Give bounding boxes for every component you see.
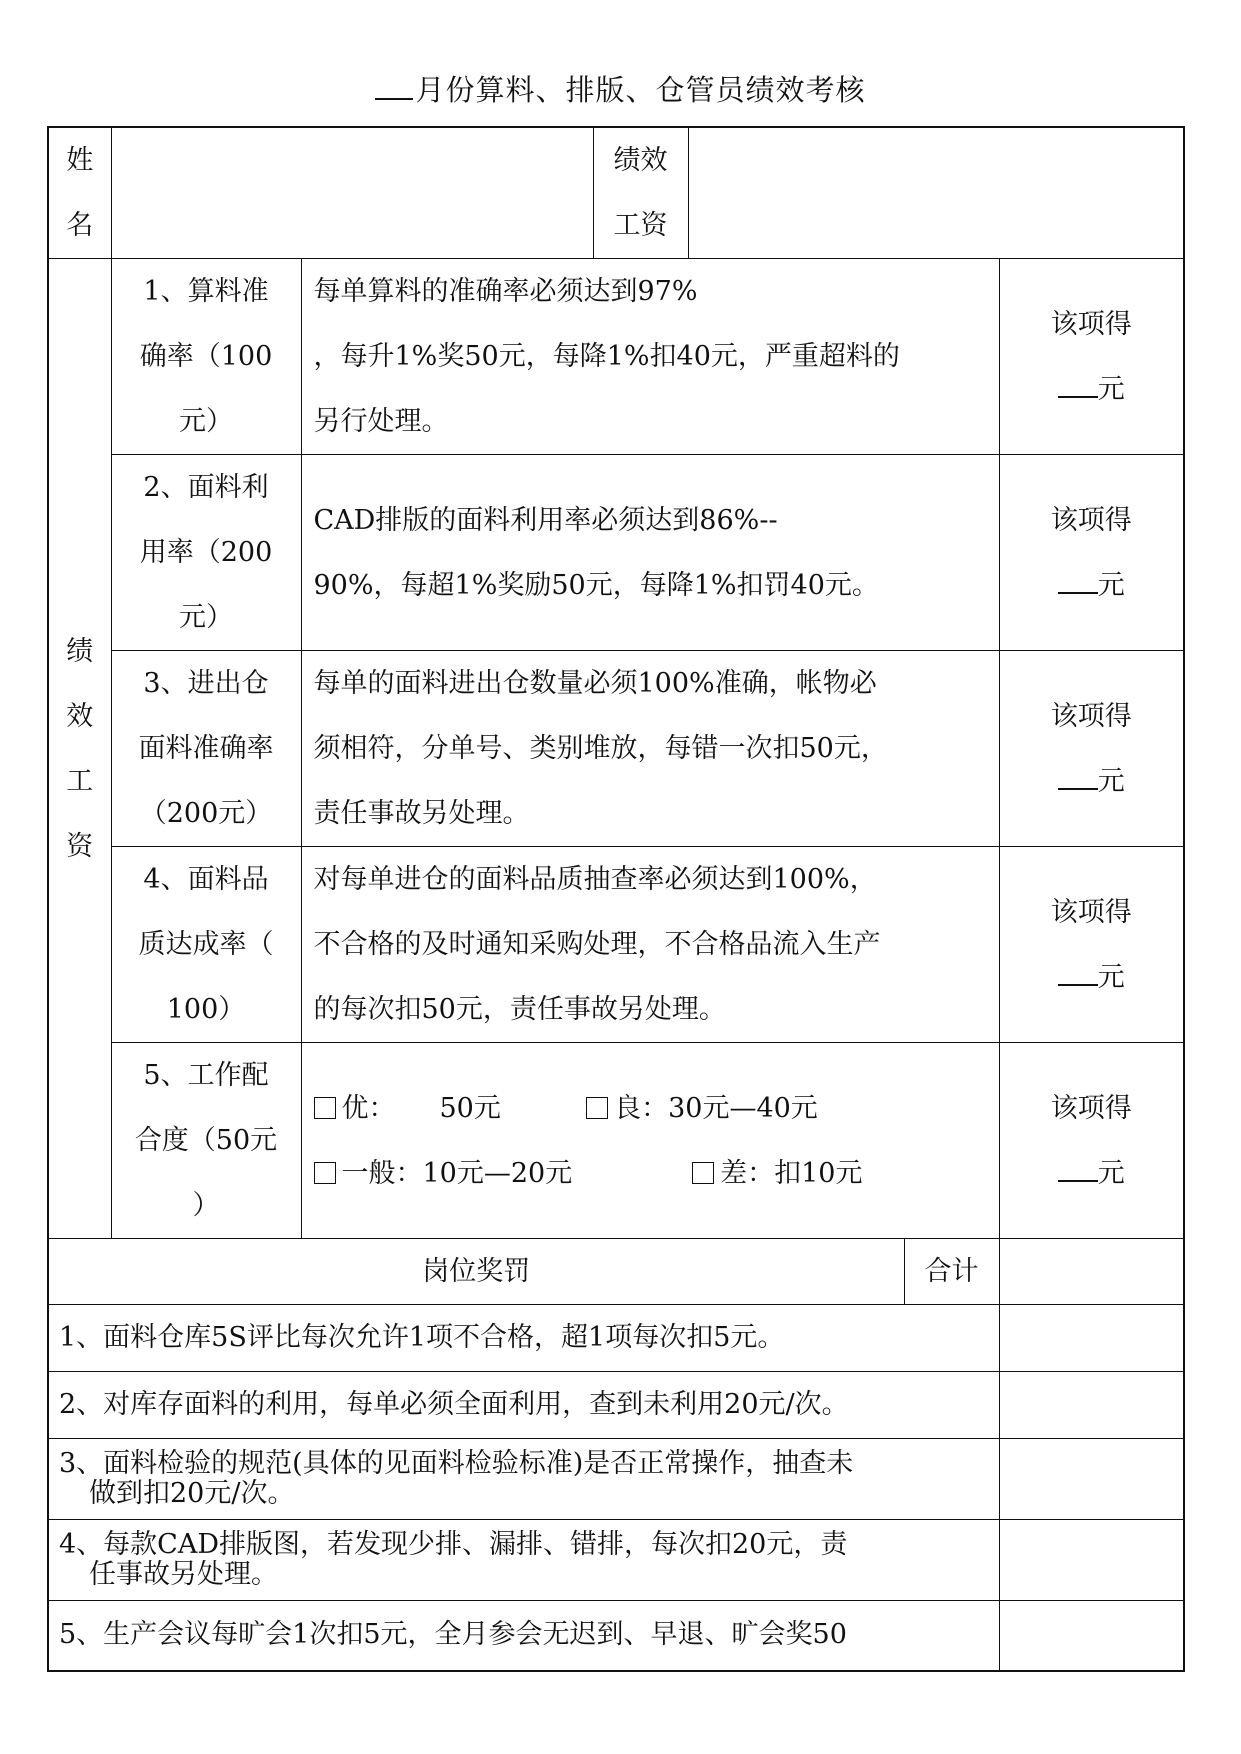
criterion-description: 每单的面料进出仓数量必须100%准确，帐物必 须相符，分单号、类别堆放，每错一次扣50元， 责任事故另处理。 — [301, 651, 999, 847]
criterion-options — [301, 1043, 999, 1239]
month-blank[interactable] — [375, 74, 413, 100]
name-field[interactable] — [111, 127, 593, 259]
criterion-row — [48, 259, 1184, 455]
rule-score[interactable] — [999, 1601, 1184, 1671]
rule-score[interactable] — [999, 1520, 1184, 1601]
rule-text: 1、面料仓库5S评比每次允许1项不合格，超1项每次扣5元。 — [48, 1305, 999, 1372]
criterion-row — [48, 847, 1184, 1043]
score-blank[interactable] — [1058, 1158, 1098, 1182]
rule-text: 4、每款CAD排版图，若发现少排、漏排、错排，每次扣20元，责 任事故另处理。 — [48, 1520, 999, 1601]
total-label: 合计 — [904, 1239, 999, 1305]
criterion-row — [48, 455, 1184, 651]
checkbox[interactable] — [692, 1162, 714, 1184]
criterion-description: CAD排版的面料利用率必须达到86%-- 90%，每超1%奖励50元，每降1%扣罚40元。 — [301, 455, 999, 651]
rule-score[interactable] — [999, 1439, 1184, 1520]
rule-score[interactable] — [999, 1305, 1184, 1372]
checkbox[interactable] — [314, 1097, 336, 1119]
section-label: 绩 效 工 资 — [48, 259, 111, 1239]
total-field[interactable] — [999, 1239, 1184, 1305]
option-average[interactable]: 一般：10元—20元 — [314, 1141, 684, 1206]
criterion-score[interactable]: 该项得 元 — [999, 455, 1184, 651]
criterion-description: 对每单进仓的面料品质抽查率必须达到100%， 不合格的及时通知采购处理，不合格品流入生产 的每次扣50元，责任事故另处理。 — [301, 847, 999, 1043]
criterion-category: 2、面料利 用率（200 元） — [111, 455, 301, 651]
rule-row — [48, 1520, 1184, 1601]
criterion-category: 1、算料准 确率（100 元） — [111, 259, 301, 455]
rule-row — [48, 1439, 1184, 1520]
rule-score[interactable] — [999, 1372, 1184, 1439]
rule-row — [48, 1601, 1184, 1671]
rule-text: 3、面料检验的规范(具体的见面料检验标准)是否正常操作，抽查未 做到扣20元/次。 — [48, 1439, 999, 1520]
criterion-score[interactable]: 该项得 元 — [999, 1043, 1184, 1239]
rule-text: 2、对库存面料的利用，每单必须全面利用，查到未利用20元/次。 — [48, 1372, 999, 1439]
score-blank[interactable] — [1058, 570, 1098, 594]
reward-header-row — [48, 1239, 1184, 1305]
name-label: 姓 名 — [48, 127, 111, 259]
score-blank[interactable] — [1058, 374, 1098, 398]
wage-label: 绩效 工资 — [593, 127, 688, 259]
evaluation-table — [47, 126, 1185, 1672]
rule-row — [48, 1372, 1184, 1439]
score-blank[interactable] — [1058, 962, 1098, 986]
criterion-row — [48, 651, 1184, 847]
checkbox[interactable] — [314, 1162, 336, 1184]
criterion-description: 每单算料的准确率必须达到97% ，每升1%奖50元，每降1%扣40元，严重超料的 另行处理。 — [301, 259, 999, 455]
criterion-row — [48, 1043, 1184, 1239]
header-row — [48, 127, 1184, 259]
rule-text: 5、生产会议每旷会1次扣5元，全月参会无迟到、早退、旷会奖50 — [48, 1601, 999, 1671]
rule-row — [48, 1305, 1184, 1372]
wage-field[interactable] — [688, 127, 1184, 259]
reward-title: 岗位奖罚 — [48, 1239, 904, 1305]
criterion-score[interactable]: 该项得 元 — [999, 651, 1184, 847]
checkbox[interactable] — [586, 1097, 608, 1119]
option-poor[interactable]: 差：扣10元 — [692, 1141, 862, 1206]
criterion-score[interactable]: 该项得 元 — [999, 847, 1184, 1043]
criterion-category: 3、进出仓 面料准确率 （200元） — [111, 651, 301, 847]
document-title: 月份算料、排版、仓管员绩效考核 — [0, 68, 1241, 109]
criterion-score[interactable]: 该项得 元 — [999, 259, 1184, 455]
criterion-category: 5、工作配 合度（50元 ） — [111, 1043, 301, 1239]
criterion-category: 4、面料品 质达成率（ 100） — [111, 847, 301, 1043]
option-good[interactable]: 良：30元—40元 — [542, 1076, 818, 1141]
score-blank[interactable] — [1058, 766, 1098, 790]
option-excellent[interactable]: 优： 50元 — [314, 1076, 534, 1141]
